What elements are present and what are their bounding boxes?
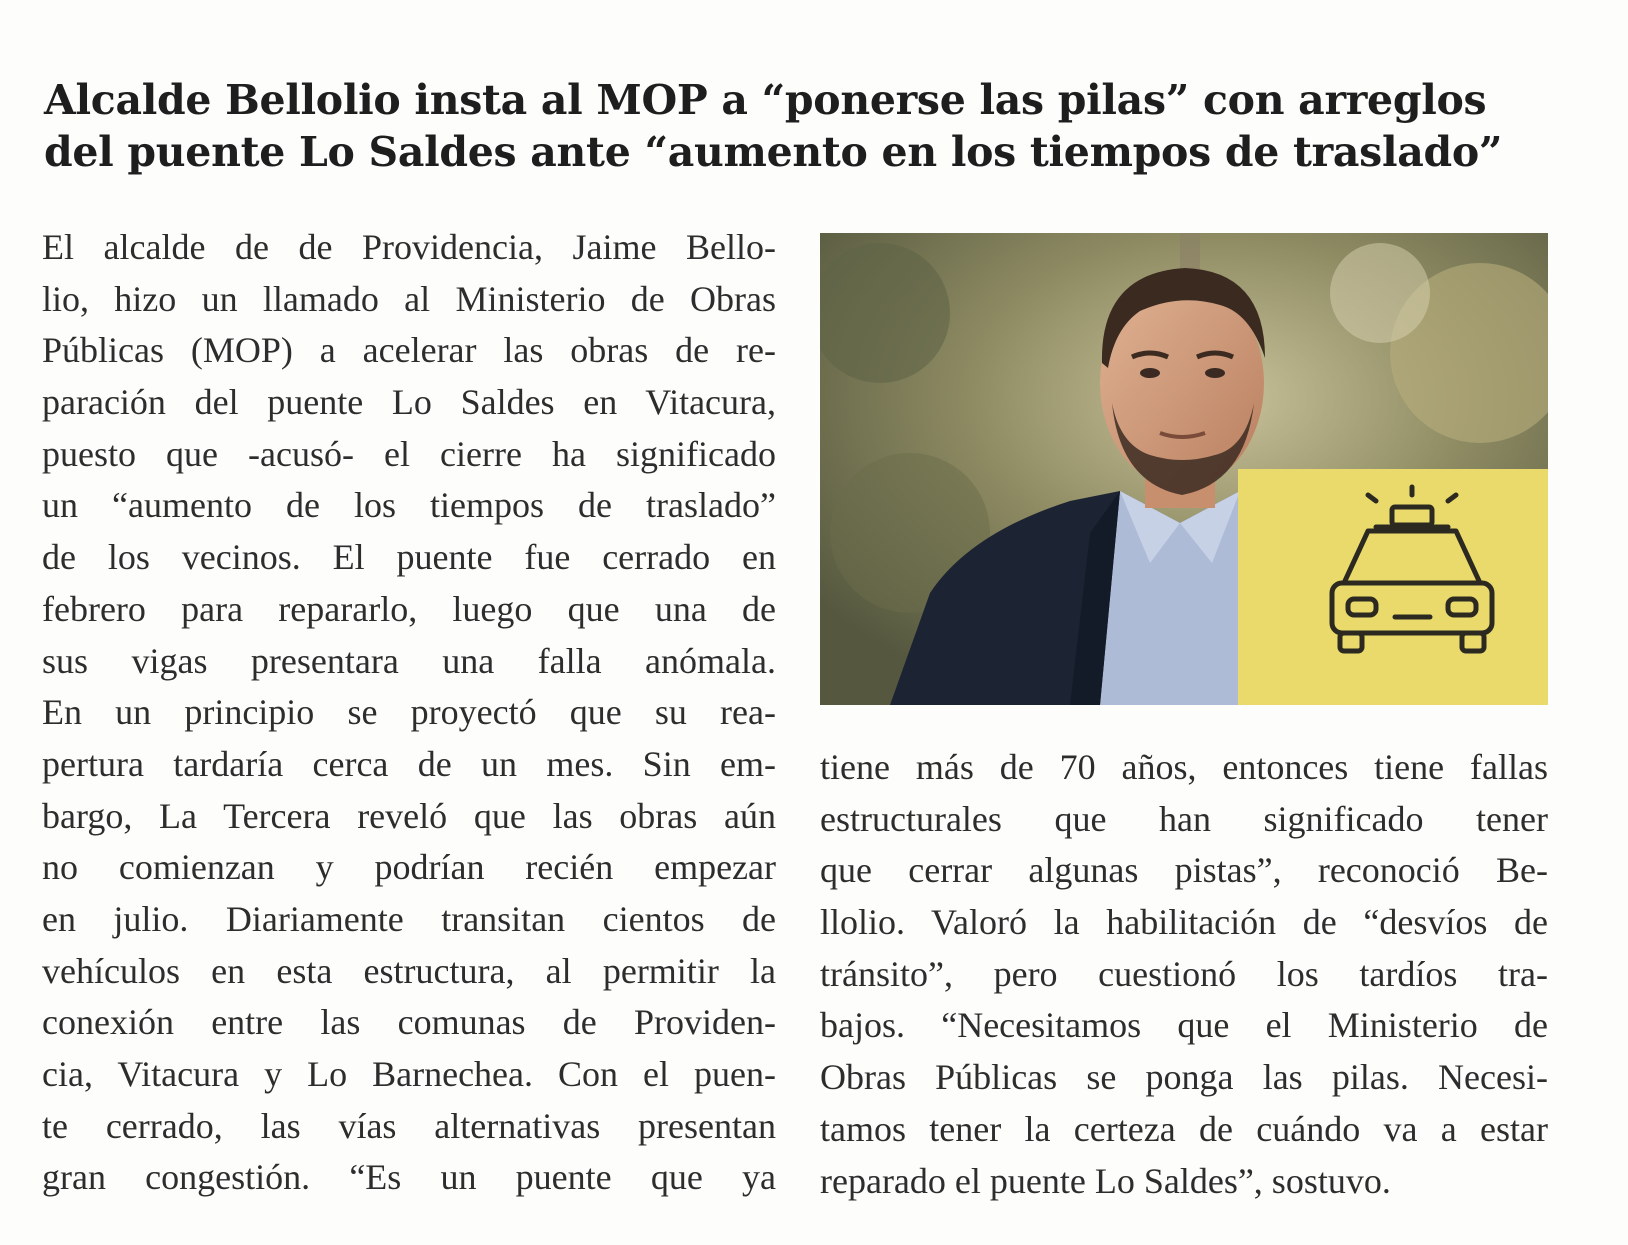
body-text-line: de los vecinos. El puente fue cerrado en [42,537,776,578]
body-text-line: no comienzan y podrían recién empezar [42,847,776,888]
body-text-line: febrero para repararlo, luego que una de [42,588,776,629]
body-column-right [820,742,1548,1207]
body-text-line: reparado el puente Lo Saldes”, sostuvo. [820,1160,1391,1201]
body-text-line: Obras Públicas se ponga las pilas. Necesi- [820,1057,1548,1098]
photo-illustration [820,233,1548,705]
body-text-line: tránsito”, pero cuestionó los tardíos tra- [820,953,1548,994]
body-text-line: El alcalde de de Providencia, Jaime Bello- [42,227,776,267]
body-text-line: pertura tardaría cerca de un mes. Sin em- [42,743,776,784]
body-text-line: llolio. Valoró la habilitación de “desvíos de [820,902,1548,943]
body-text-line: tiene más de 70 años, entonces tiene fallas [820,747,1548,787]
headline-line: del puente Lo Saldes ante “aumento en los tiempos de traslado” [44,128,1503,176]
body-text-line: puesto que -acusó- el cierre ha significado [42,433,776,474]
body-text-line: cia, Vitacura y Lo Barnechea. Con el puen- [42,1054,776,1094]
body-text-line: conexión entre las comunas de Providen- [42,1002,776,1043]
body-text-line: estructurales que han significado tener [820,798,1548,839]
body-text-line: lio, hizo un llamado al Ministerio de Obras [42,278,776,319]
body-text-line: un “aumento de los tiempos de traslado” [42,485,776,526]
article-headline [44,74,1564,178]
body-text-line: paración del puente Lo Saldes en Vitacura, [42,382,776,423]
body-column-left [42,222,776,1204]
body-text-line: te cerrado, las vías alternativas presentan [42,1105,776,1146]
body-text-line: En un principio se proyectó que su rea- [42,692,776,733]
body-text-line: bajos. “Necesitamos que el Ministerio de [820,1005,1548,1046]
body-text-line: gran congestión. “Es un puente que ya [42,1157,776,1198]
body-text-line: que cerrar algunas pistas”, reconoció Be- [820,850,1548,891]
body-text-line: vehículos en esta estructura, al permitir la [42,950,776,991]
body-text-line: sus vigas presentara una falla anómala. [42,640,776,681]
headline-line: Alcalde Bellolio insta al MOP a “ponerse las pilas” con arreglos [44,76,1487,124]
body-text-line: bargo, La Tercera reveló que las obras aún [42,795,776,836]
body-text-line: Públicas (MOP) a acelerar las obras de re- [42,330,776,371]
article-photo [820,233,1548,705]
body-text-line: tamos tener la certeza de cuándo va a estar [820,1108,1548,1149]
body-text-line: en julio. Diariamente transitan cientos de [42,898,776,939]
